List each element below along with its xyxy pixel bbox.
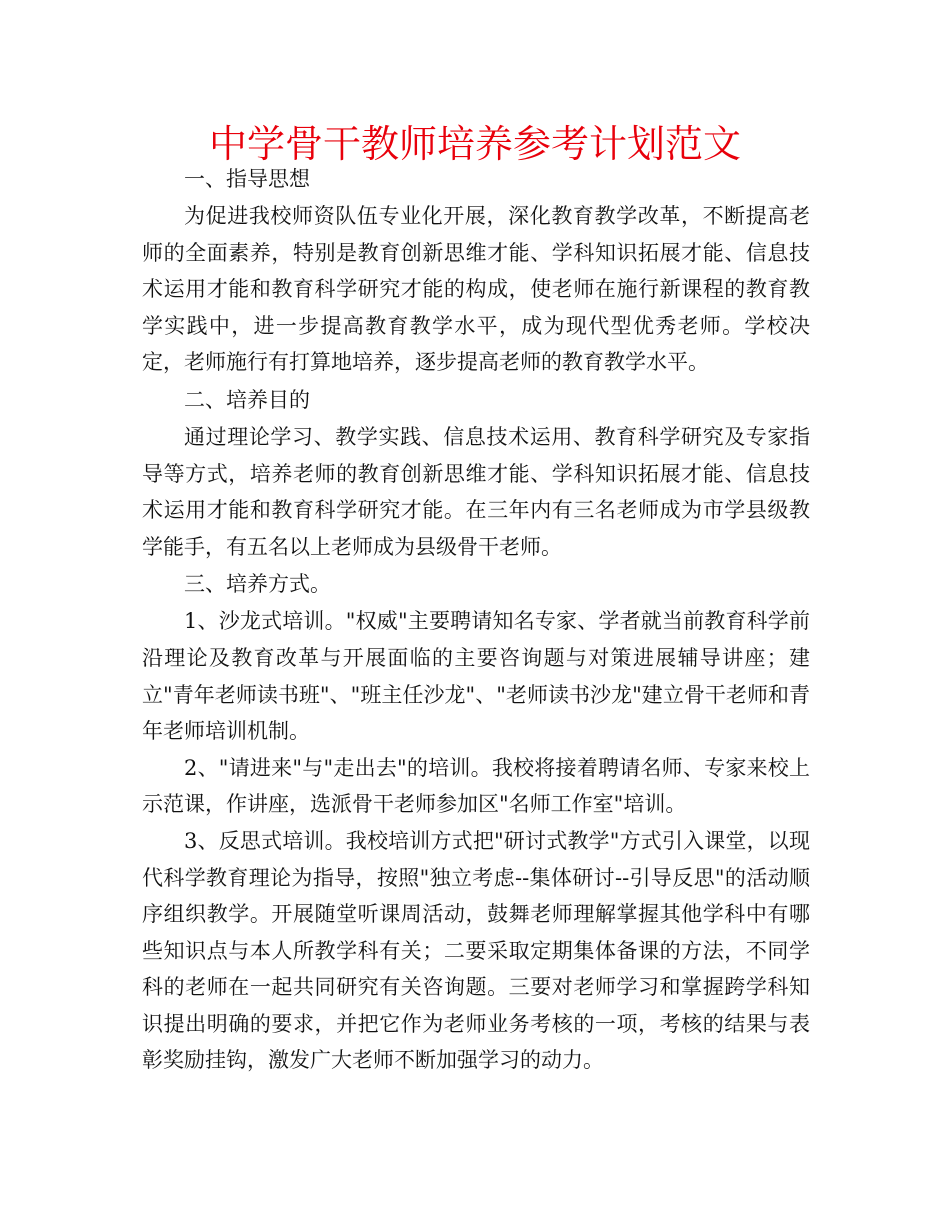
paragraph-salon-training: 1、沙龙式培训。"权威"主要聘请知名专家、学者就当前教育科学前沿理论及教育改革与开展面临的主要咨询题与对策进展辅导讲座；建立"青年老师读书班"、"班主任沙龙"、"老师读书沙龙"建立骨干老师和青年老师培训机制。 [142, 609, 810, 744]
section-heading-training-goal: 二、培养目的 [184, 387, 310, 412]
paragraph-training-goal: 通过理论学习、教学实践、信息技术运用、教育科学研究及专家指导等方式，培养老师的教育创新思维才能、学科知识拓展才能、信息技术运用才能和教育科学研究才能。在三年内有三名老师成为市学县级教学能手，有五名以上老师成为县级骨干老师。 [142, 424, 810, 559]
document-body [142, 160, 810, 1079]
paragraph-invite-and-go-out-training: 2、"请进来"与"走出去"的培训。我校将接着聘请名师、专家来校上示范课，作讲座，选派骨干老师参加区"名师工作室"培训。 [142, 755, 810, 817]
section-heading-training-methods: 三、培养方式。 [184, 572, 331, 597]
section-heading-guiding-ideology: 一、指导思想 [184, 167, 310, 191]
paragraph-reflective-training: 3、反思式培训。我校培训方式把"研讨式教学"方式引入课堂，以现代科学教育理论为指导，按照"独立考虑--集体研讨--引导反思"的活动顺序组织教学。开展随堂听课周活动，鼓舞老师理解掌握其他学科中有哪些知识点与本人所教学科有关；二要采取定期集体备课的方法，不同学科的老师在一起共同研究有关咨询题。三要对老师学习和掌握跨学科知识提出明确的要求，并把它作为老师业务考核的一项，考核的结果与表彰奖励挂钩，激发广大老师不断加强学习的动力。 [142, 828, 810, 1073]
paragraph-guiding-ideology: 为促进我校师资队伍专业化开展，深化教育教学改革，不断提高老师的全面素养，特别是教育创新思维才能、学科知识拓展才能、信息技术运用才能和教育科学研究才能的构成，使老师在施行新课程的教育教学实践中，进一步提高教育教学水平，成为现代型优秀老师。学校决定，老师施行有打算地培养，逐步提高老师的教育教学水平。 [142, 204, 810, 375]
document-title: 中学骨干教师培养参考计划范文 [208, 122, 741, 166]
